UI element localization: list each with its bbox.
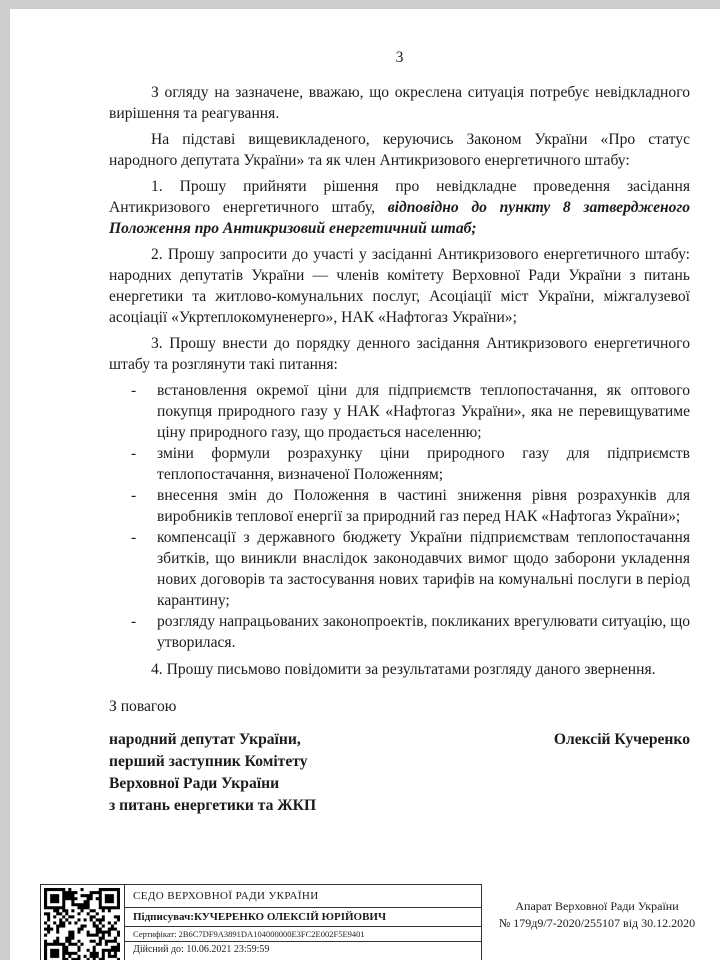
cert-value: 2B6C7DF9A3891DA104000000E3FC2E002F5E9401: [178, 929, 365, 939]
item1-emphasis: відповідно до пункту 8 затвердженого Положення про Антикризовий енергетичний штаб;: [109, 199, 690, 237]
position-line: народний депутат України,: [109, 731, 301, 748]
paragraph-item3: 3. Прошу внести до порядку денного засідання Антикризового енергетичного штабу та розглянути такі питання:: [109, 335, 690, 373]
paragraph-item2: 2. Прошу запросити до участі у засіданні Антикризового енергетичного штабу: народних депутатів України — членів комітету Верховної Ради України з питань енергетики та житлово-комунальних послуг, Асоціації міст України, міжгалузевої асоціації «Укртеплокомуненерго», НАК «Нафтогаз України»;: [109, 246, 690, 326]
registration-org: Апарат Верховної Ради України: [515, 899, 679, 913]
signature-block: [109, 729, 690, 817]
position-line: Верховної Ради України: [109, 775, 280, 792]
list-item: [109, 443, 690, 485]
position-line: з питань енергетики та ЖКП: [109, 797, 317, 814]
stamp-system-name: СЕДО ВЕРХОВНОЇ РАДИ УКРАЇНИ: [125, 885, 481, 908]
stamp-valid-row: [125, 942, 481, 958]
paragraph-intro: З огляду на зазначене, вважаю, що окреслена ситуація потребує невідкладного вирішення та реагування.: [109, 84, 690, 122]
digital-signature-stamp: [40, 884, 482, 960]
bullet-marker: -: [131, 529, 137, 546]
bullet-marker: -: [131, 445, 137, 462]
registration-stamp: [494, 884, 700, 932]
cert-label: Сертифікат:: [133, 929, 177, 939]
list-item: [109, 485, 690, 527]
bullet-list: [109, 380, 690, 653]
qr-cell: [41, 885, 125, 960]
stamp-info: [125, 885, 481, 960]
paragraph-basis: На підставі вищевикладеного, керуючись Законом України «Про статус народного депутата України» та як член Антикризового енергетичного штабу:: [109, 131, 690, 169]
valid-value: 10.06.2021 23:59:59: [186, 944, 270, 955]
signer-value: КУЧЕРЕНКО ОЛЕКСІЙ ЮРІЙОВИЧ: [193, 911, 387, 923]
stamp-cert-row: [125, 927, 481, 942]
document-page: [10, 9, 720, 960]
salutation: З повагою: [109, 698, 177, 715]
signer-label: Підписувач:: [133, 911, 194, 923]
list-item: [109, 611, 690, 653]
bullet-text: встановлення окремої ціни для підприємств теплопостачання, як оптового покупця природного газу у НАК «Нафтогаз України», яка не перевищуватиме ціну природного газу, що продається населенню;: [157, 382, 690, 441]
list-item: [109, 527, 690, 611]
signer-name: Олексій Кучеренко: [553, 731, 690, 748]
position-line: перший заступник Комітету: [109, 753, 308, 770]
bullet-text: компенсації з державного бюджету України підприємствам теплопостачання збитків, що виникли внаслідок законодавчих вимог щодо заборони укладення нових договорів та застосування нових тарифів на комунальні послуги в період карантину;: [157, 529, 690, 609]
valid-label: Дійсний до:: [133, 944, 184, 955]
paragraph-item4: 4. Прошу письмово повідомити за результатами розгляду даного звернення.: [151, 661, 656, 678]
bullet-marker: -: [131, 613, 137, 630]
stamp-signer-row: [125, 908, 481, 927]
registration-number: № 179д9/7-2020/255107 від 30.12.2020: [498, 916, 696, 930]
signer-position: [109, 729, 554, 817]
stamp-row: [40, 884, 700, 960]
page-number: 3: [395, 49, 404, 66]
bullet-marker: -: [131, 487, 137, 504]
qr-code: [44, 888, 120, 960]
bullet-marker: -: [131, 382, 137, 399]
bullet-text: внесення змін до Положення в частині зниження рівня розрахунків для виробників теплової енергії за природний газ перед НАК «Нафтогаз України»;: [157, 487, 690, 525]
paragraph-item1: [109, 176, 690, 239]
bullet-text: розгляду напрацьованих законопроектів, покликаних врегулювати ситуацію, що утворилася.: [157, 613, 690, 651]
list-item: [109, 380, 690, 443]
bullet-text: зміни формули розрахунку ціни природного газу для підприємств теплопостачання, визначеної Положенням;: [157, 445, 690, 483]
document-body: [109, 47, 690, 817]
item1-text: 1. Прошу прийняти рішення про невідкладне проведення засідання Антикризового енергетичного штабу,: [109, 178, 690, 216]
